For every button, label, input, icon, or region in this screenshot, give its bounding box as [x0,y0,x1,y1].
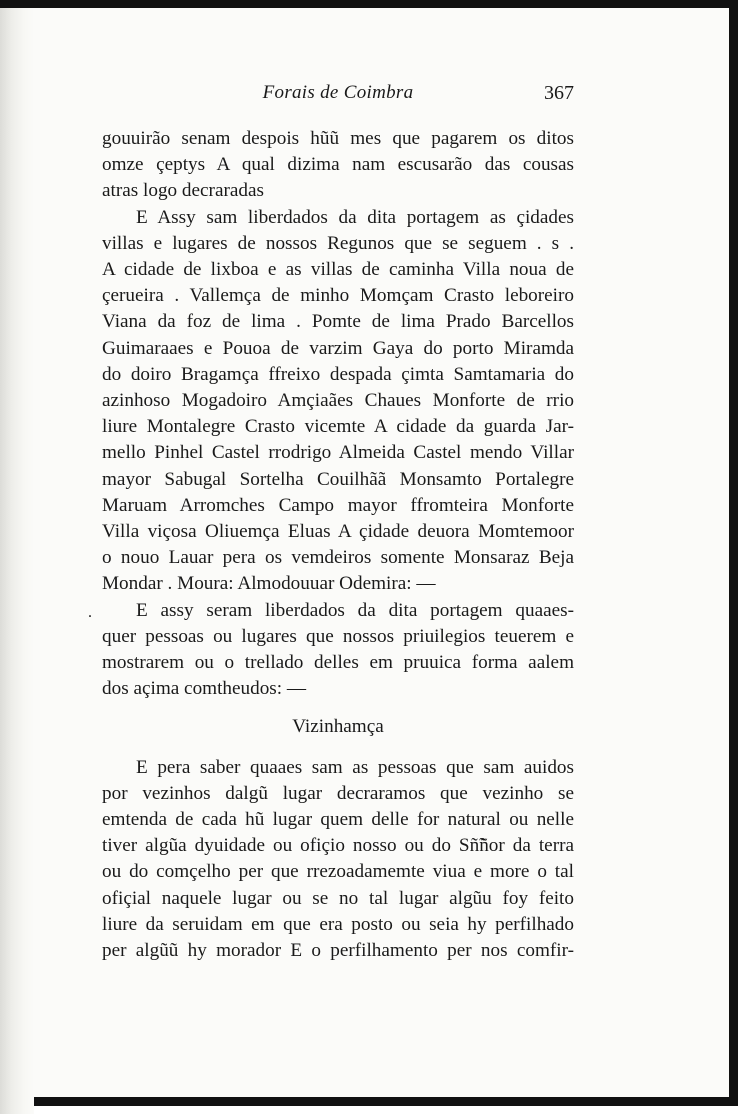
text-line: A cidade de lixboa e as villas de caminha Villa noua de [102,259,574,281]
text-line: emtenda de cada hũ lugar quem delle for natural ou nelle [102,809,574,831]
body-text [102,126,574,964]
text-line: ou do comçelho per que rrezoadamemte viua e more o tal [102,861,574,883]
text-line: dos açima comtheudos: — [102,678,307,700]
text-line: E pera saber quaaes sam as pessoas que sam auidos [136,756,574,778]
margin-mark: . [88,604,92,621]
paragraph-1 [102,126,574,205]
text-line: Villa viçosa Oliuemça Eluas A çidade deuora Momtemoor [102,521,574,543]
text-line: mello Pinhel Castel rrodrigo Almeida Castel mendo Villar [102,442,574,464]
text-line: E Assy sam liberdados da dita portagem as çidades [136,206,574,228]
text-line: quer pessoas ou lugares que nossos priuilegios teuerem e [102,625,574,647]
text-line: mayor Sabugal Sortelha Couilhãã Monsamto Portalegre [102,468,574,490]
text-line: tiver algũa dyuidade ou ofiçio nosso ou do Sñ̃ñor da terra [102,835,574,857]
text-line: Mondar . Moura: Almodouuar Odemira: — [102,573,436,595]
text-line: per algũũ hy morador E o perfilhamento per nos comfir- [102,940,574,962]
text-line: Viana da foz de lima . Pomte de lima Prado Barcellos [102,311,574,333]
paragraph-3 [102,598,574,703]
paragraph-4 [102,755,574,965]
text-line: E assy seram liberdados da dita portagem quaaes- [136,599,574,621]
text-line: do doiro Bragamça ffreixo despada çimta Samtamaria do [102,363,574,385]
text-line: ofiçial naquele lugar ou se no tal lugar algũu foy feito [102,887,574,909]
text-line: liure da seruidam em que era posto ou seia hy perfilhado [102,913,574,935]
section-heading: Vizinhamça [292,716,384,738]
text-line: atras logo decraradas [102,180,264,202]
text-line: por vezinhos dalgũ lugar decraramos que vezinho se [102,782,574,804]
text-line: villas e lugares de nossos Regunos que se seguem . s . [102,232,574,254]
page-header [102,82,574,110]
text-line: mostrarem ou o trellado delles em pruuica forma aalem [102,652,574,674]
paragraph-2 [102,205,574,598]
text-line: azinhoso Mogadoiro Amçiaães Chaues Monforte de rrio [102,390,574,412]
page-gutter-shadow [0,8,34,1114]
text-line: omze çeptys A qual dizima nam escusarão das cousas [102,154,574,176]
text-line: Maruam Arromches Campo mayor ffromteira Monforte [102,494,574,516]
page-number: 367 [544,82,574,104]
running-title: Forais de Coimbra [262,82,414,103]
text-line: çerueira . Vallemça de minho Momçam Crasto leboreiro [102,285,574,307]
text-line: o nouo Lauar pera os vemdeiros somente Monsaraz Beja [102,547,574,569]
text-line: liure Montalegre Crasto vicemte A cidade da guarda Jar- [102,416,574,438]
text-line: gouuirão senam despois hũũ mes que pagarem os ditos [102,128,574,149]
text-line: Guimaraaes e Pouoa de varzim Gaya do porto Miramda [102,337,574,359]
